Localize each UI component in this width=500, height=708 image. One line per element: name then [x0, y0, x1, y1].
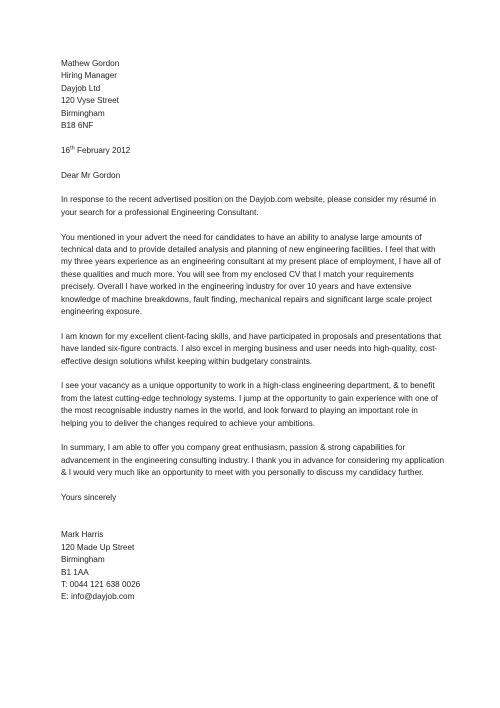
cover-letter	[61, 58, 446, 604]
recipient-street: 120 Vyse Street	[61, 96, 119, 106]
date-suffix: th	[70, 145, 75, 152]
recipient-postcode: B18 6NF	[61, 121, 94, 131]
date-day: 16	[61, 145, 71, 155]
letter-date	[61, 145, 446, 157]
sender-details	[61, 529, 446, 603]
recipient-address	[61, 58, 446, 132]
body-paragraph-skills: I am known for my excellent client-facing skills, and have participated in proposals and presentations that have landed six-figure contracts. I also excel in merging business and user needs into high-quality, cost-effective design solutions whilst keeping within budgetary constraints.	[61, 331, 442, 366]
body-paragraph-opportunity: I see your vacancy as a unique opportunity to work in a high-class engineering department, & to benefit from the latest cutting-edge technology systems. I jump at the opportunity to gain experience with one of the most recognisable industry names in the world, and look forward to playing an important role in helping you to deliver the changes required to achieve your ambitions.	[61, 381, 438, 428]
body-paragraph-intro: In response to the recent advertised position on the Dayjob.com website, please consider my résumé in your search for a professional Engineering Consultant.	[61, 195, 437, 217]
sender-phone: T: 0044 121 638 0026	[61, 579, 141, 589]
body-paragraph-summary: In summary, I am able to offer you company great enthusiasm, passion & strong capabilities for advancement in the engineering consulting industry. I thank you in advance for considering my application & I would very much like an opportunity to meet with you personally to discuss my candidacy further.	[61, 443, 445, 478]
sender-street: 120 Made Up Street	[61, 542, 135, 552]
sender-email: E: info@dayjob.com	[61, 592, 135, 602]
recipient-title: Hiring Manager	[61, 71, 117, 81]
body-paragraph-experience: You mentioned in your advert the need for candidates to have an ability to analyse large amounts of technical data and to provide detailed analysis and planning of new engineering facilities. I feel that with my three years experience as an engineering consultant at my present place of employment, I have all of these qualities and much more. You will see from my enclosed CV that I match your requirements precisely. Overall I have worked in the engineering industry for over 10 years and have extensive knowledge of machine breakdowns, fault finding, mechanical repairs and significant large scale project engineering exposure.	[61, 232, 441, 317]
sender-postcode: B1 1AA	[61, 567, 89, 577]
recipient-city: Birmingham	[61, 108, 105, 118]
salutation: Dear Mr Gordon	[61, 170, 121, 180]
recipient-name: Mathew Gordon	[61, 59, 120, 68]
date-month-year: February 2012	[74, 145, 131, 155]
recipient-company: Dayjob Ltd	[61, 83, 101, 93]
sender-city: Birmingham	[61, 555, 105, 565]
closing: Yours sincerely	[61, 493, 117, 503]
sender-name: Mark Harris	[61, 530, 104, 540]
